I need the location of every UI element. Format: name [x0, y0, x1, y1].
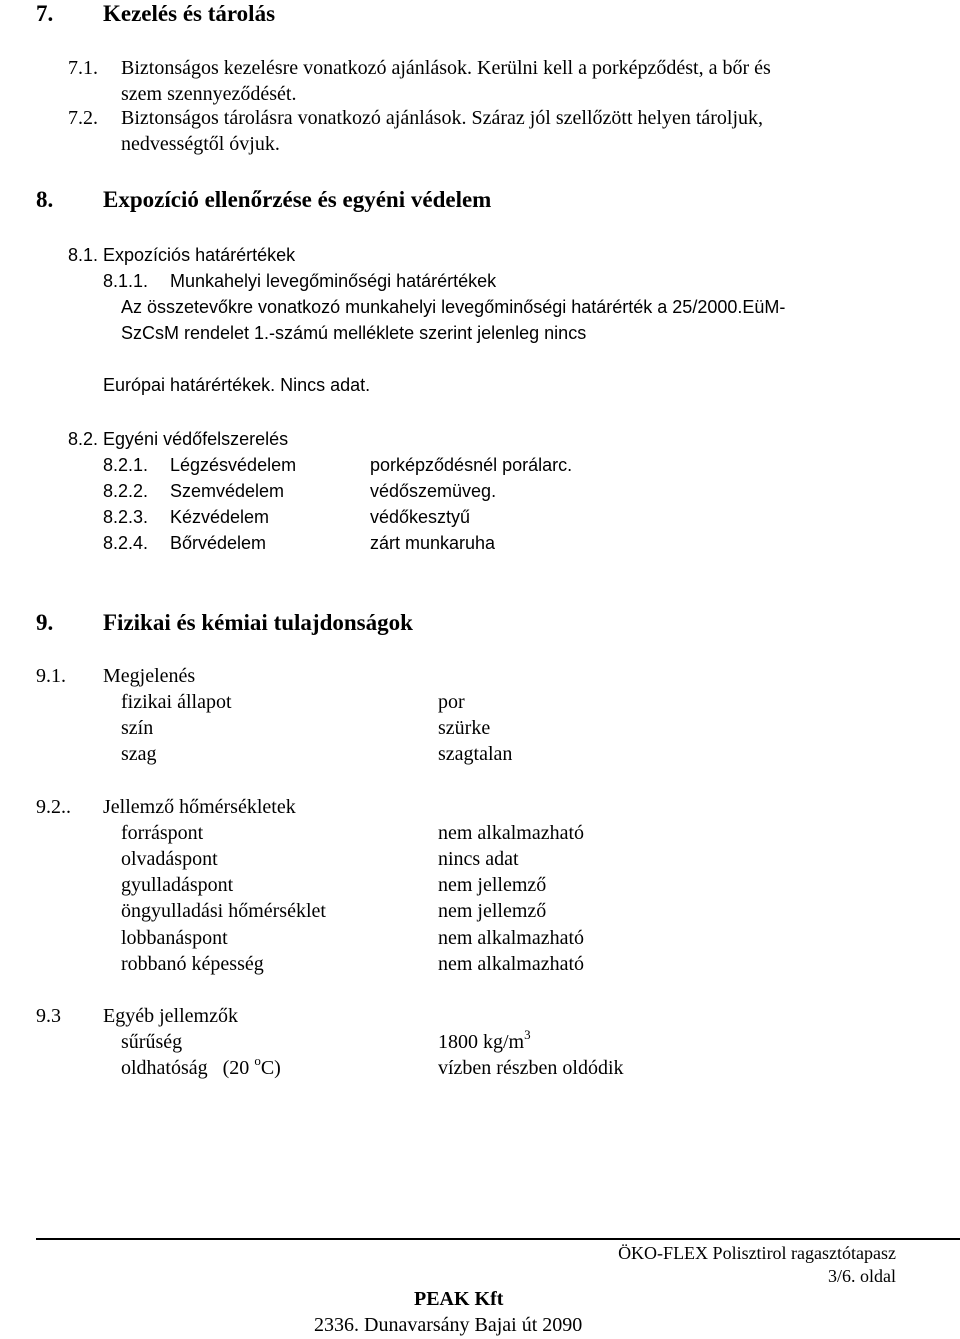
property-label: gyulladáspont: [121, 874, 234, 896]
property-label: szag: [121, 743, 157, 765]
section-9-number: 9.: [36, 610, 54, 635]
ppe-number: 8.2.2.: [103, 481, 149, 501]
ppe-label: Légzésvédelem: [170, 455, 297, 475]
european-limits-text: Európai határértékek. Nincs adat.: [103, 375, 371, 395]
footer-company: PEAK Kft: [414, 1288, 504, 1310]
ppe-label: Kézvédelem: [170, 507, 270, 527]
section-9-1-number: 9.1.: [36, 665, 66, 687]
property-label: lobbanáspont: [121, 927, 228, 949]
section-8-1-heading: 8.1. Expozíciós határértékek: [68, 245, 296, 265]
ppe-value: zárt munkaruha: [370, 533, 496, 553]
section-8-2-heading: 8.2. Egyéni védőfelszerelés: [68, 429, 289, 449]
footer-product-name: ÖKO-FLEX Polisztirol ragasztótapasz: [618, 1243, 896, 1263]
section-9-3-number: 9.3: [36, 1005, 61, 1027]
ppe-number: 8.2.3.: [103, 507, 149, 527]
property-label: öngyulladási hőmérséklet: [121, 900, 326, 922]
section-7-2-text-cont: nedvességtől óvjuk.: [121, 133, 280, 155]
footer-address: 2336. Dunavarsány Bajai út 2090: [314, 1314, 583, 1336]
section-8-number: 8.: [36, 187, 54, 212]
section-9-3-title: Egyéb jellemzők: [103, 1005, 238, 1027]
density-exponent: 3: [524, 1027, 531, 1042]
section-8-1-1-text: Az összetevőkre vonatkozó munkahelyi levegőminőségi határérték a 25/2000.EüM-: [121, 297, 786, 317]
ppe-value: védőszemüveg.: [370, 481, 497, 501]
footer-divider: [36, 1238, 960, 1240]
property-value: nem jellemző: [438, 874, 547, 896]
section-9-2-title: Jellemző hőmérsékletek: [103, 796, 296, 818]
ppe-label: Bőrvédelem: [170, 533, 267, 553]
section-7-2-number: 7.2.: [68, 107, 98, 129]
section-7-1-text: Biztonságos kezelésre vonatkozó ajánlások. Kerülni kell a porképződést, a bőr és: [121, 57, 771, 79]
property-label: olvadáspont: [121, 848, 218, 870]
ppe-number: 8.2.4.: [103, 533, 149, 553]
solubility-label: oldhatóság (20 $^o$C): [121, 1053, 281, 1079]
property-label: forráspont: [121, 822, 204, 844]
ppe-value: védőkesztyű: [370, 507, 471, 527]
ppe-label: Szemvédelem: [170, 481, 285, 501]
section-7-1-text-cont: szem szennyeződését.: [121, 83, 297, 105]
section-8-1-1-number: 8.1.1.: [103, 271, 149, 291]
property-value: nem alkalmazható: [438, 953, 585, 975]
degree-symbol: o: [254, 1053, 261, 1068]
property-label: fizikai állapot: [121, 691, 232, 713]
property-value: por: [438, 691, 465, 713]
property-value: nem alkalmazható: [438, 822, 585, 844]
section-9-1-title: Megjelenés: [103, 665, 196, 687]
section-8-title: Expozíció ellenőrzése és egyéni védelem: [103, 187, 492, 212]
density-label: sűrűség: [121, 1031, 183, 1053]
property-value: szürke: [438, 717, 491, 739]
property-value: szagtalan: [438, 743, 513, 765]
section-8-1-1-text-cont: SzCsM rendelet 1.-számú melléklete szerint jelenleg nincs: [121, 323, 587, 343]
property-label: szín: [121, 717, 154, 739]
ppe-value: porképződésnél porálarc.: [370, 455, 573, 475]
density-value: 1800 $kg/m^3$: [438, 1027, 531, 1053]
section-9-title: Fizikai és kémiai tulajdonságok: [103, 610, 413, 635]
section-7-2-text: Biztonságos tárolásra vonatkozó ajánlások. Száraz jól szellőzött helyen tároljuk,: [121, 107, 764, 129]
footer-page-number: 3/6. oldal: [828, 1266, 896, 1286]
property-label: robbanó képesség: [121, 953, 264, 975]
section-7-title: Kezelés és tárolás: [103, 1, 276, 26]
property-value: nem jellemző: [438, 900, 547, 922]
property-value: nincs adat: [438, 848, 519, 870]
section-9-2-number: 9.2..: [36, 796, 71, 818]
section-8-1-1-label: Munkahelyi levegőminőségi határértékek: [170, 271, 497, 291]
section-7-number: 7.: [36, 1, 54, 26]
property-value: nem alkalmazható: [438, 927, 585, 949]
solubility-value: vízben részben oldódik: [438, 1057, 624, 1079]
section-7-1-number: 7.1.: [68, 57, 98, 79]
ppe-number: 8.2.1.: [103, 455, 149, 475]
